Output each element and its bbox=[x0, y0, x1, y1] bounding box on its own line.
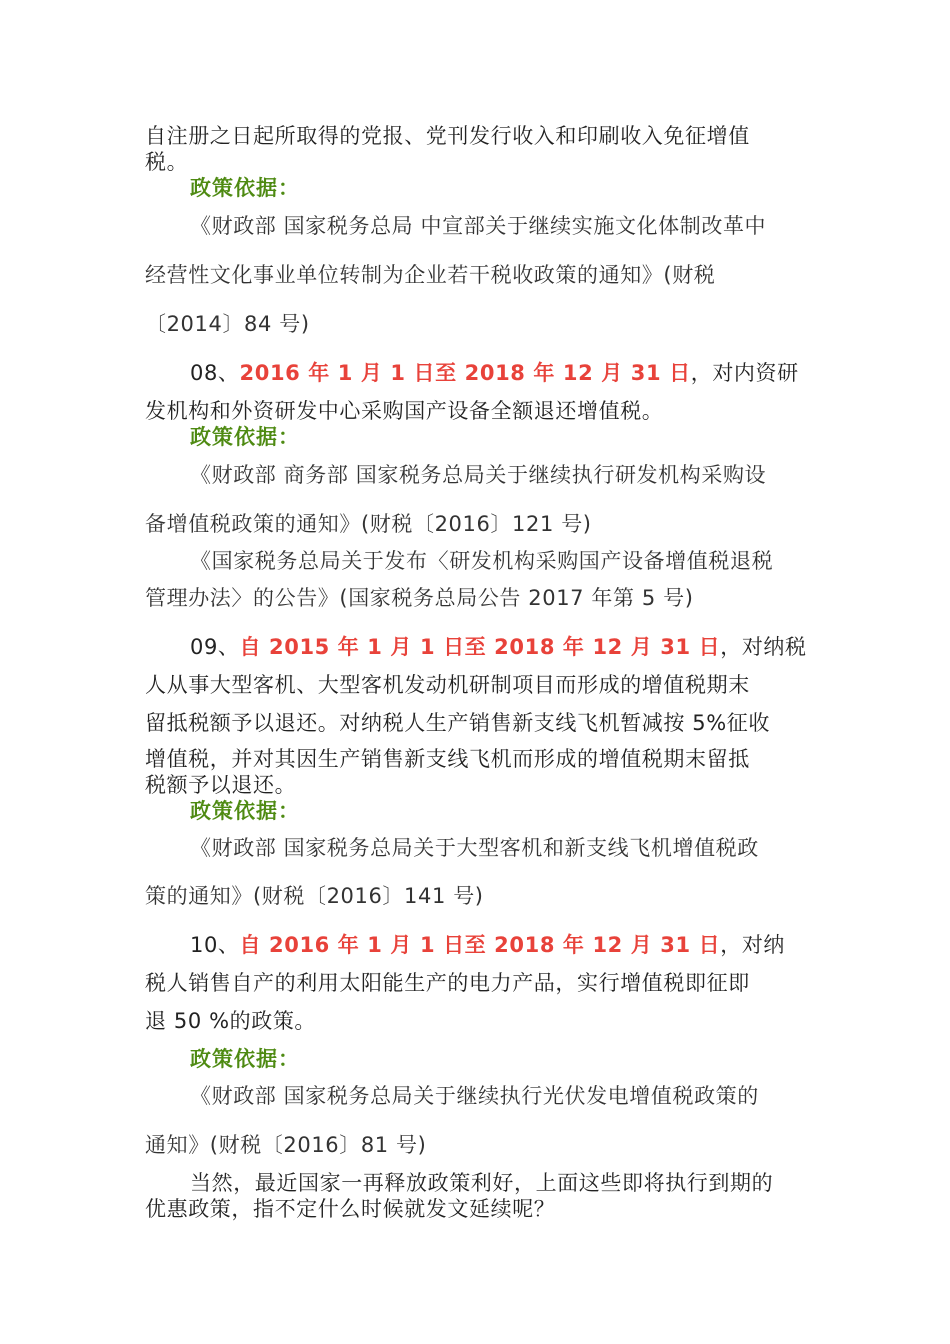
reference-line: 管理办法〉的公告》(国家税务总局公告 2017 年第 5 号) bbox=[145, 586, 694, 610]
item-heading-line bbox=[190, 360, 799, 386]
item-number: 08、 bbox=[190, 361, 240, 385]
closing-line: 当然，最近国家一再释放政策利好，上面这些即将执行到期的 bbox=[190, 1171, 774, 1195]
reference-line: 经营性文化事业单位转制为企业若干税收政策的通知》(财税 bbox=[145, 263, 716, 287]
item-heading-line bbox=[190, 932, 785, 958]
body-line: 发机构和外资研发中心采购国产设备全额退还增值税。 bbox=[145, 399, 664, 423]
reference-line: 通知》(财税〔2016〕81 号) bbox=[145, 1133, 427, 1157]
closing-line: 优惠政策，指不定什么时候就发文延续呢？ bbox=[145, 1197, 556, 1221]
body-line: 税人销售自产的利用太阳能生产的电力产品，实行增值税即征即 bbox=[145, 971, 750, 995]
date-range-highlight: 自 2015 年 1 月 1 日至 2018 年 12 月 31 日 bbox=[239, 635, 721, 659]
reference-line: 策的通知》(财税〔2016〕141 号) bbox=[145, 884, 484, 908]
body-line: 税。 bbox=[145, 150, 189, 174]
reference-line: 《财政部 国家税务总局关于大型客机和新支线飞机增值税政 bbox=[190, 836, 759, 860]
reference-line: 〔2014〕84 号) bbox=[145, 312, 310, 336]
item-heading-line bbox=[190, 634, 807, 660]
item-number: 10、 bbox=[190, 933, 240, 957]
policy-basis-label: 政策依据： bbox=[190, 425, 300, 449]
reference-line: 《财政部 国家税务总局关于继续执行光伏发电增值税政策的 bbox=[190, 1084, 759, 1108]
reference-line: 备增值税政策的通知》(财税〔2016〕121 号) bbox=[145, 512, 592, 536]
body-line: 退 50 %的政策。 bbox=[145, 1009, 317, 1033]
date-range-highlight: 2016 年 1 月 1 日至 2018 年 12 月 31 日 bbox=[239, 361, 691, 385]
reference-line: 《财政部 国家税务总局 中宣部关于继续实施文化体制改革中 bbox=[190, 214, 767, 238]
policy-basis-label: 政策依据： bbox=[190, 799, 300, 823]
body-line: 自注册之日起所取得的党报、党刊发行收入和印刷收入免征增值 bbox=[145, 124, 750, 148]
policy-basis-label: 政策依据： bbox=[190, 1047, 300, 1071]
item-text: ，对内资研 bbox=[690, 361, 799, 385]
body-line: 增值税，并对其因生产销售新支线飞机而形成的增值税期末留抵 bbox=[145, 747, 750, 771]
policy-basis-label: 政策依据： bbox=[190, 176, 300, 200]
body-line: 留抵税额予以退还。对纳税人生产销售新支线飞机暂减按 5%征收 bbox=[145, 711, 770, 735]
item-number: 09、 bbox=[190, 635, 240, 659]
body-line: 人从事大型客机、大型客机发动机研制项目而形成的增值税期末 bbox=[145, 673, 750, 697]
item-text: ，对纳税 bbox=[720, 635, 807, 659]
item-text: ，对纳 bbox=[720, 933, 786, 957]
body-line: 税额予以退还。 bbox=[145, 773, 297, 797]
reference-line: 《国家税务总局关于发布〈研发机构采购国产设备增值税退税 bbox=[190, 549, 774, 573]
date-range-highlight: 自 2016 年 1 月 1 日至 2018 年 12 月 31 日 bbox=[239, 933, 721, 957]
reference-line: 《财政部 商务部 国家税务总局关于继续执行研发机构采购设 bbox=[190, 463, 767, 487]
